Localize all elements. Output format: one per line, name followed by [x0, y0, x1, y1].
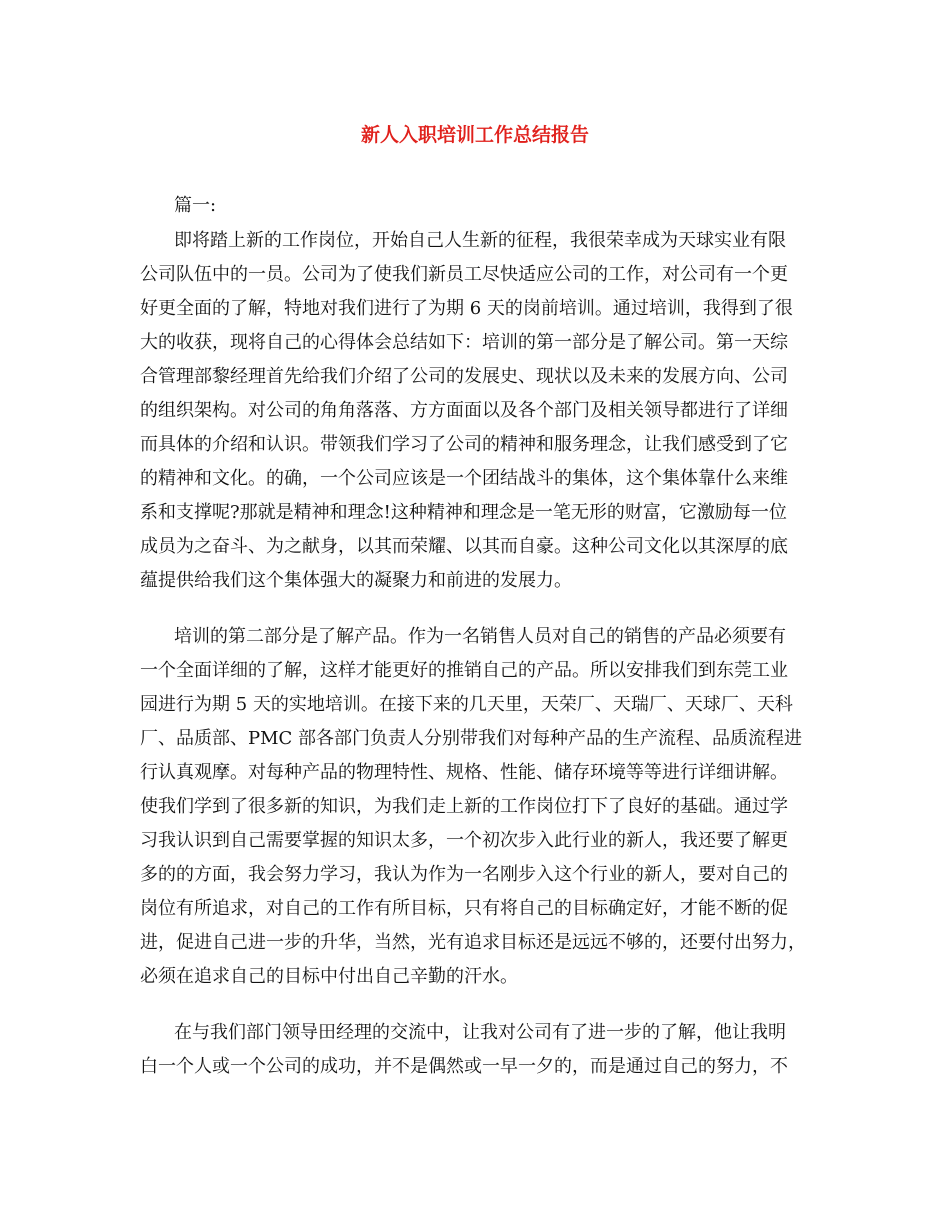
- paragraph-line: 即将踏上新的工作岗位，开始自己人生新的征程，我很荣幸成为天球实业有限: [174, 230, 786, 251]
- paragraph-line: 白一个人或一个公司的成功，并不是偶然或一早一夕的，而是通过自己的努力，不: [140, 1056, 788, 1077]
- paragraph-line: 园进行为期 5 天的实地培训。在接下来的几天里，天荣厂、天瑞厂、天球厂、天科: [140, 694, 793, 715]
- paragraph-line: 进，促进自己进一步的升华，当然，光有追求目标还是远远不够的，还要付出努力，: [140, 932, 806, 953]
- paragraph-line: 多的的方面，我会努力学习，我认为作为一名刚步入这个行业的新人，要对自己的: [140, 864, 788, 885]
- paragraph-line: 习我认识到自己需要掌握的知识太多，一个初次步入此行业的新人，我还要了解更: [140, 830, 788, 851]
- paragraph-line: 使我们学到了很多新的知识，为我们走上新的工作岗位打下了良好的基础。通过学: [140, 796, 788, 817]
- paragraph-line: 而具体的介绍和认识。带领我们学习了公司的精神和服务理念，让我们感受到了它: [140, 434, 788, 455]
- section-heading: 篇一:: [174, 195, 217, 216]
- paragraph-line: 厂、品质部、PMC 部各部门负责人分别带我们对每种产品的生产流程、品质流程进: [140, 728, 803, 749]
- paragraph-line: 一个全面详细的了解，这样才能更好的推销自己的产品。所以安排我们到东莞工业: [140, 660, 788, 681]
- paragraph-line: 在与我们部门领导田经理的交流中，让我对公司有了进一步的了解，他让我明: [174, 1022, 786, 1043]
- document-title: 新人入职培训工作总结报告: [360, 124, 589, 146]
- paragraph-line: 的精神和文化。的确，一个公司应该是一个团结战斗的集体，这个集体靠什么来维: [140, 468, 788, 489]
- paragraph-line: 好更全面的了解，特地对我们进行了为期 6 天的岗前培训。通过培训，我得到了很: [140, 298, 793, 319]
- paragraph-line: 培训的第二部分是了解产品。作为一名销售人员对自己的销售的产品必须要有: [174, 626, 786, 647]
- paragraph-line: 合管理部黎经理首先给我们介绍了公司的发展史、现状以及未来的发展方向、公司: [140, 366, 788, 387]
- paragraph-line: 系和支撑呢?那就是精神和理念!这种精神和理念是一笔无形的财富，它激励每一位: [140, 502, 787, 523]
- paragraph-line: 行认真观摩。对每种产品的物理特性、规格、性能、储存环境等等进行详细讲解。: [140, 762, 788, 783]
- paragraph-line: 公司队伍中的一员。公司为了使我们新员工尽快适应公司的工作，对公司有一个更: [140, 264, 788, 285]
- paragraph-line: 的组织架构。对公司的角角落落、方方面面以及各个部门及相关领导都进行了详细: [140, 400, 788, 421]
- paragraph-line: 成员为之奋斗、为之献身，以其而荣耀、以其而自豪。这种公司文化以其深厚的底: [140, 536, 788, 557]
- paragraph-line: 蕴提供给我们这个集体强大的凝聚力和前进的发展力。: [140, 570, 572, 591]
- paragraph-line: 必须在追求自己的目标中付出自己辛勤的汗水。: [140, 966, 518, 987]
- paragraph-line: 大的收获，现将自己的心得体会总结如下：培训的第一部分是了解公司。第一天综: [140, 332, 788, 353]
- paragraph-line: 岗位有所追求，对自己的工作有所目标，只有将自己的目标确定好，才能不断的促: [140, 898, 788, 919]
